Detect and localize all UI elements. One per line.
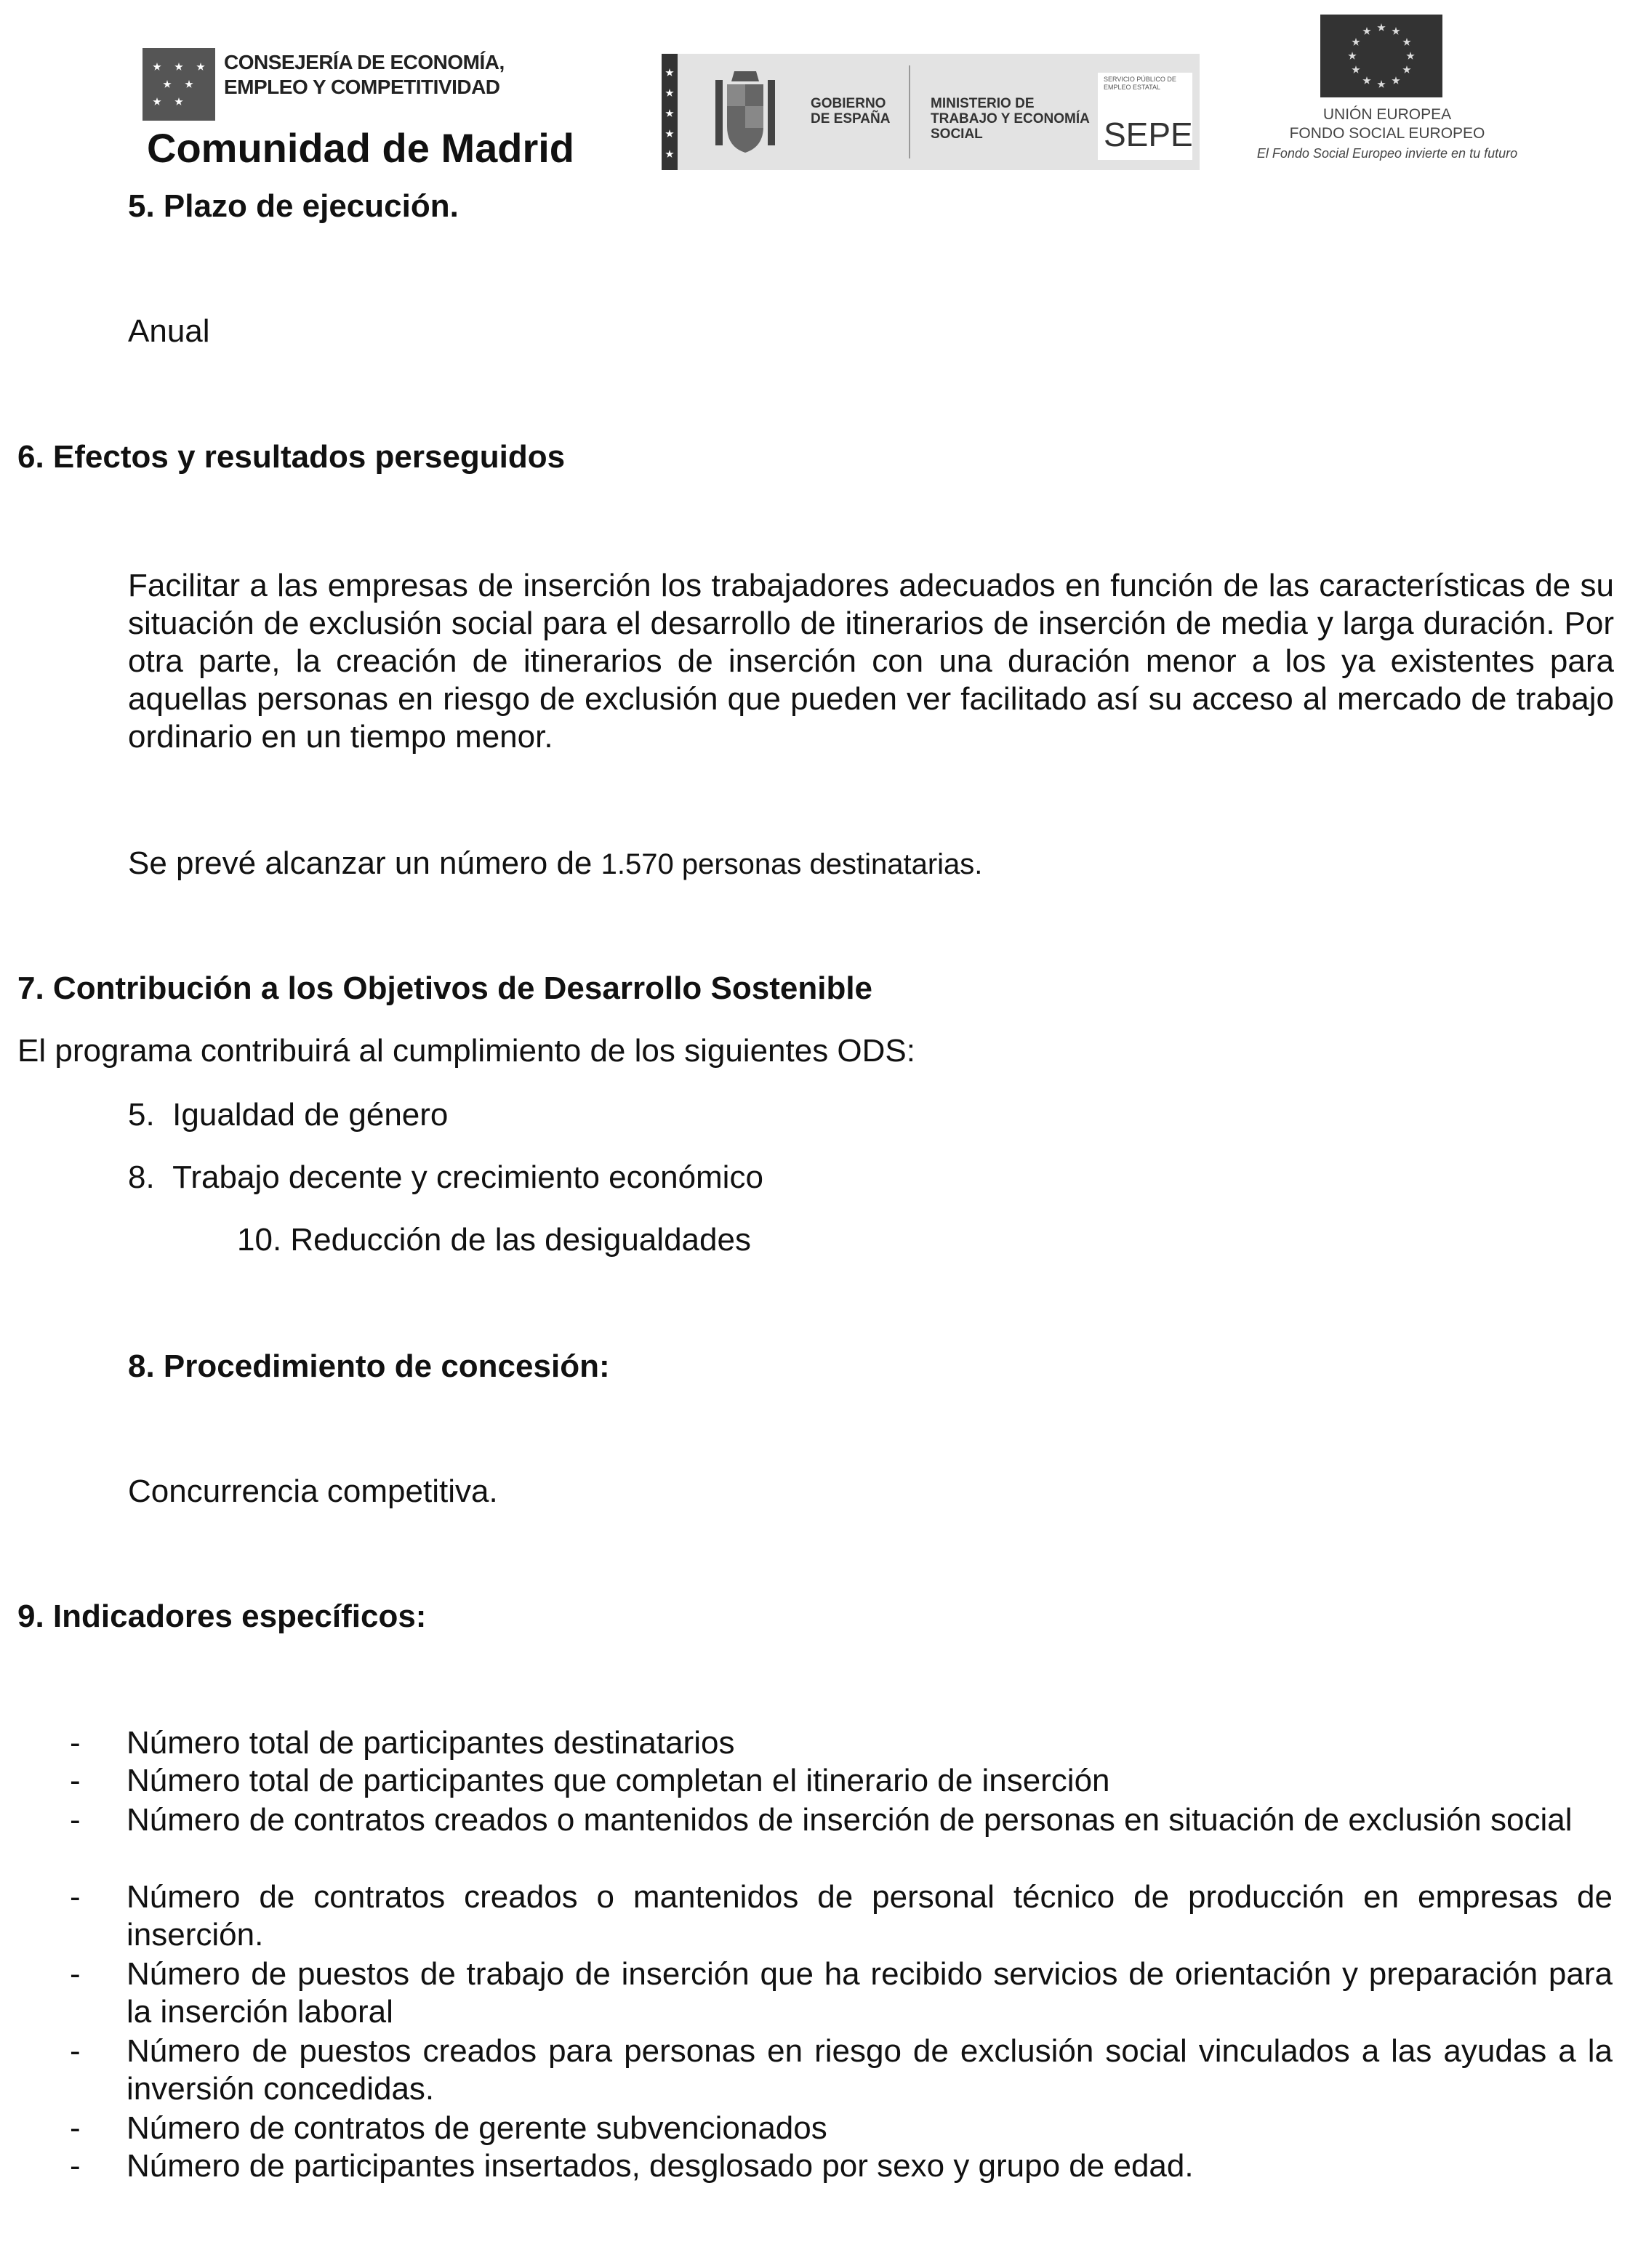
section-5-text: Anual (128, 313, 210, 349)
section-5-heading: 5. Plazo de ejecución. (128, 188, 459, 224)
forecast-value: 1.570 personas destinatarias. (601, 848, 983, 880)
forecast-prefix: Se prevé alcanzar un número de (128, 845, 601, 881)
ods-item (128, 1159, 763, 1197)
coat-of-arms-icon (712, 65, 778, 158)
list-bullet: - (70, 1802, 81, 1838)
gob-divider (909, 65, 910, 158)
gobierno-label: GOBIERNO DE ESPAÑA (811, 96, 891, 126)
ministerio-label: MINISTERIO DE TRABAJO Y ECONOMÍA SOCIAL (931, 96, 1090, 142)
indicator-item: Número de contratos de gerente subvencionados (127, 2110, 827, 2146)
sepe-box (1098, 73, 1192, 160)
section-8-heading: 8. Procedimiento de concesión: (128, 1348, 610, 1384)
eu-label: UNIÓN EUROPEA (1322, 106, 1452, 123)
ods-num: 10. (237, 1222, 282, 1258)
list-bullet: - (70, 2110, 81, 2146)
ods-label: Reducción de las desigualdades (290, 1222, 751, 1258)
cam-consejeria-line1: CONSEJERÍA DE ECONOMÍA, (224, 51, 505, 73)
eu-flag-icon (1320, 15, 1442, 97)
sepe-label: SEPE (1104, 116, 1193, 153)
ods-label: Trabajo decente y crecimiento económico (172, 1159, 763, 1195)
list-bullet: - (70, 2033, 81, 2069)
section-8-text: Concurrencia competitiva. (128, 1473, 498, 1509)
union-europea-logo (1248, 10, 1527, 170)
list-bullet: - (70, 1956, 81, 1992)
section-6-heading: 6. Efectos y resultados perseguidos (17, 439, 566, 475)
cam-name: Comunidad de Madrid (147, 125, 574, 171)
section-7-heading: 7. Contribución a los Objetivos de Desarrollo Sostenible (17, 970, 873, 1006)
indicator-item: Número de contratos creados o mantenidos de personal técnico de producción en empresas de inserción. (127, 1879, 1613, 1953)
ods-num: 5. (128, 1097, 155, 1133)
indicator-item: Número de puestos de trabajo de inserción que ha recibido servicios de orientación y preparación para la inserción laboral (127, 1956, 1613, 2030)
madrid-flag-icon (142, 48, 215, 121)
ods-item (128, 1096, 448, 1134)
ods-label: Igualdad de género (172, 1097, 449, 1133)
section-7-intro: El programa contribuirá al cumplimiento de los siguientes ODS: (17, 1033, 916, 1069)
ods-num: 8. (128, 1159, 155, 1195)
gobierno-espana-logo (662, 54, 1200, 170)
indicator-item: Número de participantes insertados, desglosado por sexo y grupo de edad. (127, 2148, 1194, 2184)
comunidad-madrid-logo (142, 48, 601, 170)
list-bullet: - (70, 2148, 81, 2184)
cam-consejeria-line2: EMPLEO Y COMPETITIVIDAD (224, 76, 500, 98)
fse-label: FONDO SOCIAL EUROPEO (1289, 125, 1485, 142)
indicator-item: Número total de participantes que completan el itinerario de inserción (127, 1763, 1110, 1798)
list-bullet: - (70, 1879, 81, 1915)
gob-band (662, 54, 678, 170)
fse-tagline: El Fondo Social Europeo invierte en tu futuro (1256, 146, 1518, 161)
ods-item (237, 1221, 751, 1259)
section-6-forecast (128, 845, 982, 883)
section-9-heading: 9. Indicadores específicos: (17, 1599, 427, 1634)
indicator-item: Número de contratos creados o mantenidos de inserción de personas en situación de exclusión social (127, 1802, 1573, 1838)
sepe-subtitle: SERVICIO PÚBLICO DE EMPLEO ESTATAL (1104, 76, 1176, 91)
list-bullet: - (70, 1725, 81, 1761)
indicator-item: Número de puestos creados para personas en riesgo de exclusión social vinculados a las ayudas a la inversión concedidas. (127, 2033, 1613, 2107)
section-6-paragraph: Facilitar a las empresas de inserción los trabajadores adecuados en función de las características de su situación de exclusión social para el desarrollo de itinerarios de inserción de media y larga duración. Por otra parte, la creación de itinerarios de inserción con una duración menor a los ya existentes para aquellas personas en riesgo de exclusión que pueden ver facilitado así su acceso al mercado de trabajo ordinario en un tiempo menor. (128, 568, 1614, 755)
indicator-item: Número total de participantes destinatarios (127, 1725, 735, 1761)
list-bullet: - (70, 1763, 81, 1798)
